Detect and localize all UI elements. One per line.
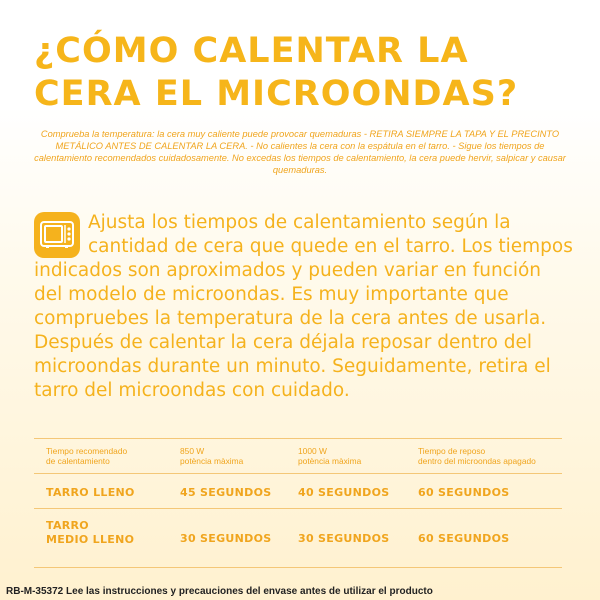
table-row	[34, 474, 562, 509]
time-850w: 30 SEGUNDOS	[180, 532, 272, 545]
footer-disclaimer: RB-M-35372 Lee las instrucciones y precauciones del envase antes de utilizar el producto	[6, 586, 433, 597]
time-1000w: 30 SEGUNDOS	[298, 532, 390, 545]
row-label: TARRO MEDIO LLENO	[46, 519, 135, 546]
title-line-1: ¿CÓMO CALENTAR LA	[34, 31, 469, 71]
instructions-text: Ajusta los tiempos de calentamiento según la cantidad de cera que quede en el tarro. Los tiempos indicados son aproximados y pueden variar en función del modelo de microondas. Es muy importante que compruebes la temperatura de la cera antes de usarla. Después de calentar la cera déjala reposar dentro del microondas durante un minuto. Seguidamente, retira el tarro del microondas con cuidado.	[34, 212, 573, 401]
heating-times-table	[34, 438, 562, 568]
title-line-2: CERA EL MICROONDAS?	[34, 74, 519, 114]
header-850w: 850 W potència màxima	[180, 446, 244, 466]
rest-time: 60 SEGUNDOS	[418, 532, 510, 545]
table-header-row	[34, 439, 562, 474]
header-rest-time: Tiempo de reposo dentro del microondas apagado	[418, 446, 536, 466]
warning-text: Comprueba la temperatura: la cera muy caliente puede provocar quemaduras - RETIRA SIEMPRE LA TAPA Y EL PRECINTO METÁLICO ANTES DE CALENTAR LA CERA. - No calientes la cera con la espátula en el tarro. - Sigue los tiempos de calentamiento recomendados cuidadosamente. No excedas los tiempos de calentamiento, la cera puede hervir, salpicar y causar quemaduras.	[34, 129, 566, 175]
rest-time: 60 SEGUNDOS	[418, 486, 510, 499]
table-row	[34, 509, 562, 567]
row-label: TARRO LLENO	[46, 486, 135, 499]
page-title	[34, 30, 574, 116]
header-1000w: 1000 W potència màxima	[298, 446, 362, 466]
header-recommended-time: Tiempo recomendado de calentamiento	[46, 446, 128, 466]
time-850w: 45 SEGUNDOS	[180, 486, 272, 499]
instructions-paragraph	[34, 211, 574, 403]
time-1000w: 40 SEGUNDOS	[298, 486, 390, 499]
